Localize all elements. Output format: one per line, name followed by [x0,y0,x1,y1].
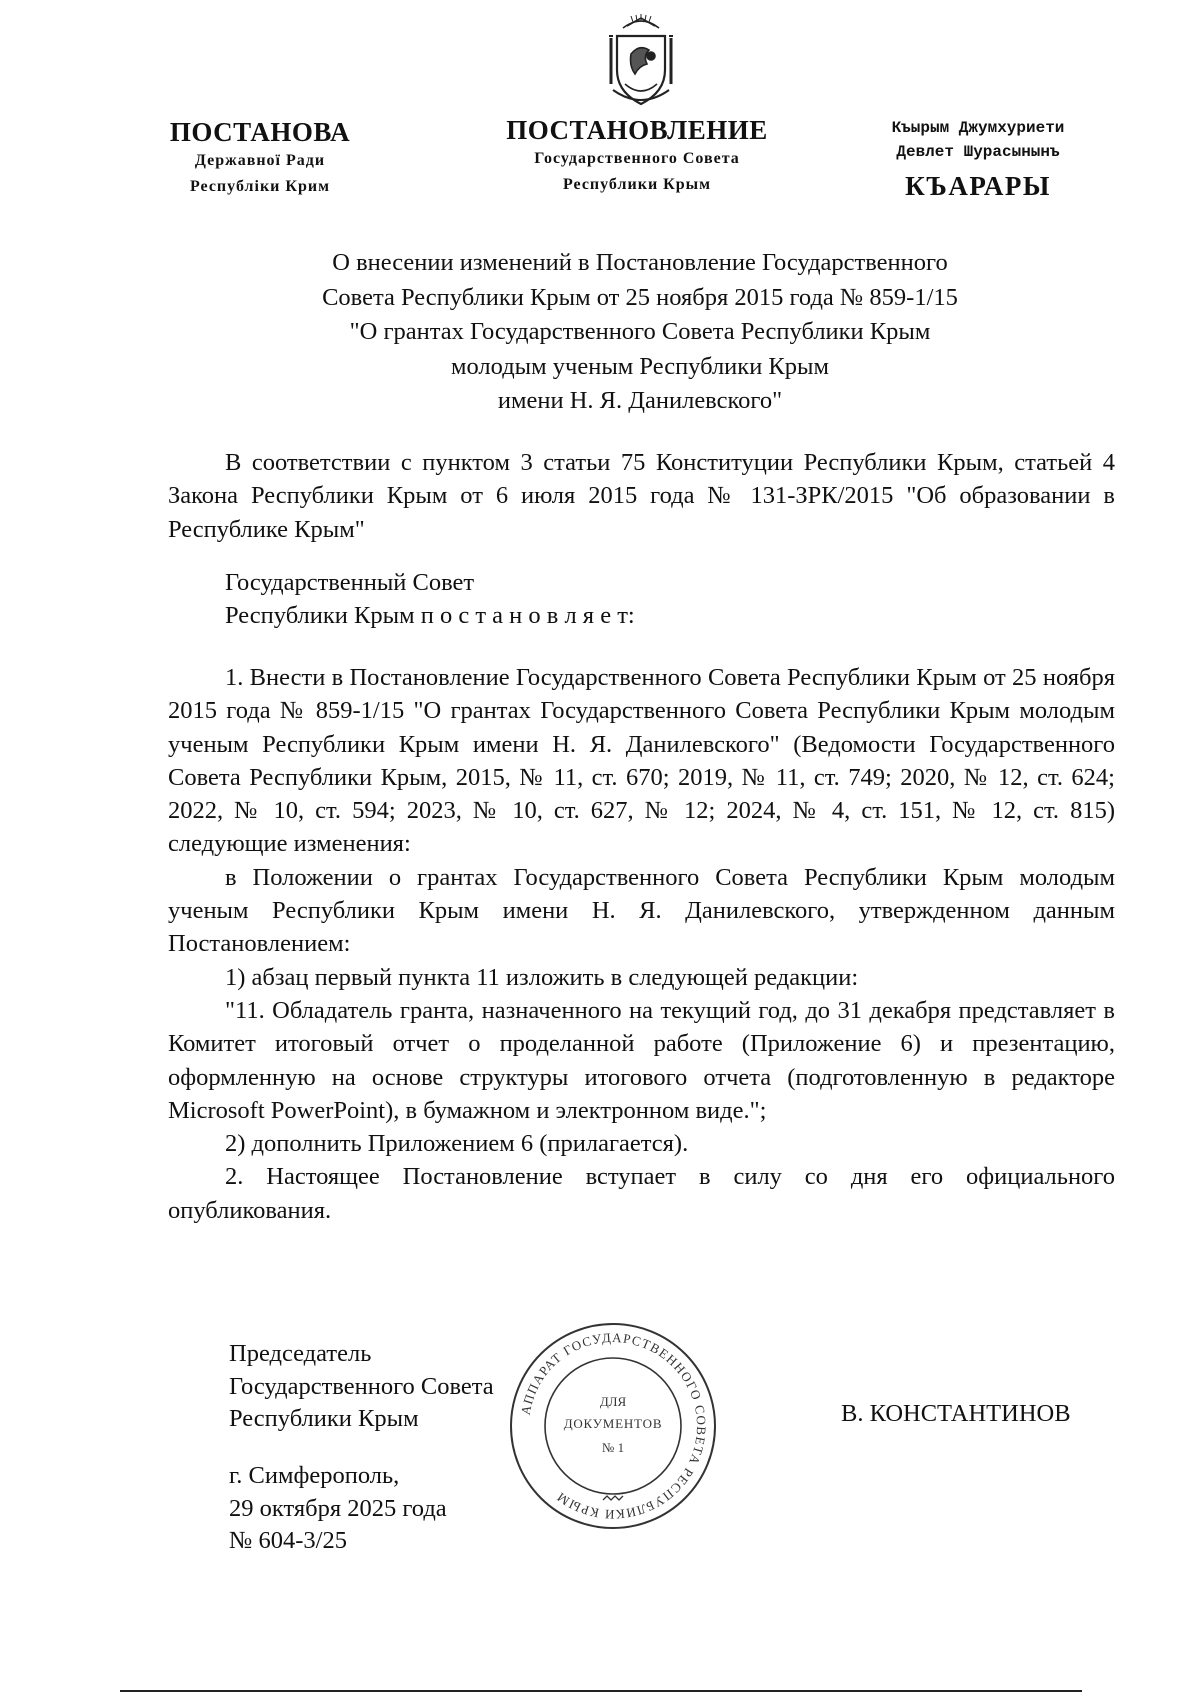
header-right-line1: Къырым Джумхуриети [891,119,1065,137]
paragraph-subitem-1: 1) абзац первый пункта 11 изложить в следующей редакции: [225,963,859,991]
position-line: Государственного Совета [229,1372,494,1400]
paragraph-subitem-2: 2) дополнить Приложением 6 (прилагается). [225,1130,689,1158]
header-right-line2: Девлет Шурасынынъ [896,143,1060,161]
paragraph-quoted-text: "11. Обладатель гранта, назначенного на текущий год, до 31 декабря представляет в Комитет итоговый отчет о проделанной работе (Приложение 6) и презентацию, оформленную на основе структуры итогового отчета (подготовленную в редакторе Microsoft PowerPoint), в бумажном и электронном виде."; [168,996,1115,1124]
stamp-ring-text: АППАРАТ ГОСУДАРСТВЕННОГО СОВЕТА РЕСПУБЛИКИ КРЫМ [517,1329,710,1523]
header-left-line2: Республіки Крим [189,178,331,195]
header-center-title: ПОСТАНОВЛЕНИЕ [506,115,768,145]
city: г. Симферополь, [229,1462,400,1489]
position-line: Республики Крым [229,1405,419,1432]
stamp-ornament-icon [603,1496,623,1500]
place-and-date [229,1460,447,1558]
crimea-coat-of-arms-icon [603,14,679,110]
preamble-section [168,446,1115,546]
header-crimean-tatar [852,116,1104,202]
document-title [200,246,1080,419]
signatory-position [229,1338,494,1436]
stamp-center-line3: № 1 [601,1440,625,1455]
date: 29 октября 2025 года [229,1494,447,1522]
header-left-title: ПОСТАНОВА [169,117,351,147]
title-line: "О грантах Государственного Совета Республики Крым [349,318,931,345]
official-stamp [507,1320,719,1532]
paragraph-regulation: в Положении о грантах Государственного Совета Республики Крым молодым ученым Республики Крым имени Н. Я. Данилевского, утвержденном данным Постановлением: [168,863,1115,958]
council-resolves [225,566,825,632]
council-line1: Государственный Совет [225,569,475,596]
stamp-center-line2: ДОКУМЕНТОВ [563,1416,663,1431]
header-right-title: КЪАРАРЫ [905,171,1051,201]
preamble-text: В соответствии с пунктом 3 статьи 75 Конституции Республики Крым, статьей 4 Закона Республики Крым от 6 июля 2015 года № 131-ЗРК/2015 "Об образовании в Республике Крым" [168,449,1115,543]
title-line: имени Н. Я. Данилевского" [497,387,783,414]
council-line2: Республики Крым п о с т а н о в л я е т: [225,602,635,629]
document-number: № 604-3/25 [229,1527,347,1554]
page-bottom-rule [120,1690,1082,1692]
header-left-line1: Державної Ради [194,152,326,169]
header-center-line2: Республики Крым [562,176,712,193]
header-ukrainian [160,116,360,200]
paragraph-item-2: 2. Настоящее Постановление вступает в силу со дня его официального опубликования. [168,1163,1115,1224]
header-russian [487,114,787,198]
title-line: О внесении изменений в Постановление Государственного [332,249,948,276]
position-line: Председатель [229,1340,372,1367]
paragraph-item-1: 1. Внести в Постановление Государственного Совета Республики Крым от 25 ноября 2015 года № 859-1/15 "О грантах Государственного Совета Республики Крым молодым ученым Республики Крым имени Н. Я. Данилевского" (Ведомости Государственного Совета Республики Крым, 2015, № 11, ст. 670; 2019, № 11, ст. 749; 2020, № 12, ст. 624; 2022, № 10, ст. 594; 2023, № 10, ст. 627, № 12; 2024, № 4, ст. 151, № 12, ст. 815) следующие изменения: [168,664,1115,858]
header-center-line1: Государственного Совета [534,150,740,167]
signatory-name: В. КОНСТАНТИНОВ [841,1400,1071,1427]
resolution-body [168,661,1115,1227]
title-line: молодым ученым Республики Крым [451,352,829,380]
stamp-center-line1: ДЛЯ [599,1394,627,1409]
title-line: Совета Республики Крым от 25 ноября 2015 года № 859-1/15 [322,283,958,311]
